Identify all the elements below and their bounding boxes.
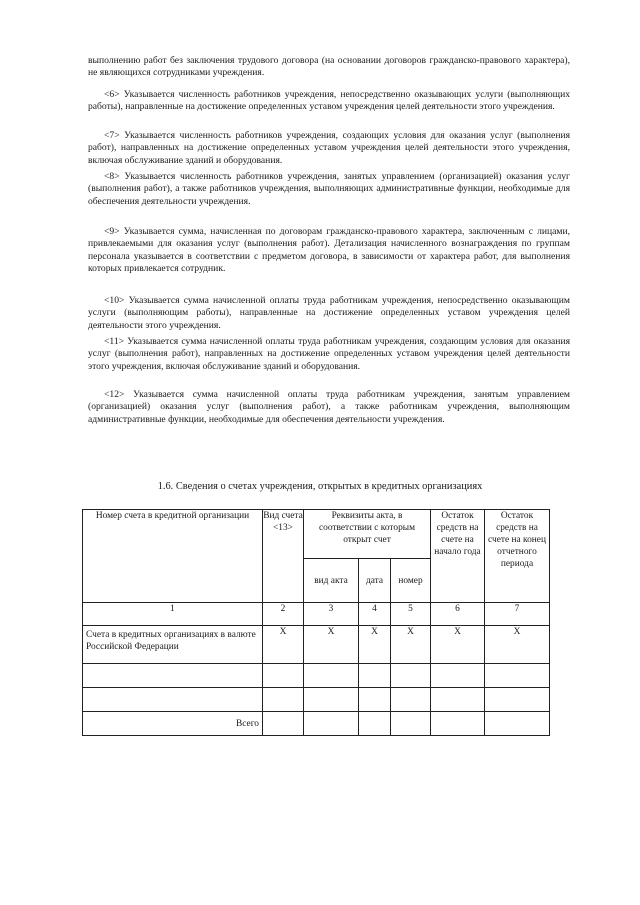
- table-cell: [431, 664, 485, 688]
- table-cell: [431, 712, 485, 736]
- table-cell: [391, 712, 431, 736]
- paragraph-continuation: выполнению работ без заключения трудового договора (на основании договоров гражданско-правового характера), не являющихся сотрудниками учреждения.: [88, 55, 570, 79]
- header-account-type: Вид счета <13>: [263, 510, 304, 603]
- table-cell: X: [359, 626, 391, 664]
- table-cell: [263, 664, 304, 688]
- accounts-table: [82, 509, 550, 736]
- table-cell: [263, 688, 304, 712]
- row-label-rub-accounts: Счета в кредитных организациях в валюте Российской Федерации: [83, 626, 263, 664]
- table-cell: X: [263, 626, 304, 664]
- header-act-details: Реквизиты акта, в соответствии с которым открыт счет: [304, 510, 431, 559]
- table-cell: X: [431, 626, 485, 664]
- header-act-date: дата: [359, 559, 391, 603]
- table-cell: [359, 664, 391, 688]
- column-number: 2: [263, 603, 304, 626]
- table-cell: X: [485, 626, 550, 664]
- table-cell: [304, 664, 359, 688]
- table-cell: [485, 688, 550, 712]
- header-account-number: Номер счета в кредитной организации: [83, 510, 263, 603]
- table-cell: [263, 712, 304, 736]
- section-title: 1.6. Сведения о счетах учреждения, открытых в кредитных организациях: [157, 481, 483, 492]
- table-cell: X: [391, 626, 431, 664]
- table-cell: [431, 688, 485, 712]
- table-row: [83, 626, 550, 664]
- table-cell: X: [304, 626, 359, 664]
- header-act-type: вид акта: [304, 559, 359, 603]
- column-number: 4: [359, 603, 391, 626]
- footnote-8: <8> Указывается численность работников учреждения, занятых управлением (организацией) оказания услуг (выполнения работ), а также работников учреждения, выполняющих административные функции, необходимые для обеспечения деятельности учреждения.: [88, 171, 570, 207]
- table-cell: [304, 712, 359, 736]
- table-cell: [485, 712, 550, 736]
- footnote-6: <6> Указывается численность работников учреждения, непосредственно оказывающих услуги (выполняющих работы), направленные на достижение определенных уставом учреждения целей деятельности этого учреждения.: [88, 89, 570, 113]
- column-number: 6: [431, 603, 485, 626]
- column-number-row: [83, 603, 550, 626]
- table-cell: [83, 688, 263, 712]
- table-cell: [359, 688, 391, 712]
- column-number: 5: [391, 603, 431, 626]
- table-row-total: [83, 712, 550, 736]
- table-cell: [304, 688, 359, 712]
- table-cell: [359, 712, 391, 736]
- table-header-row: [83, 510, 550, 559]
- table-cell: [391, 664, 431, 688]
- table-cell: [391, 688, 431, 712]
- footnote-7: <7> Указывается численность работников учреждения, создающих условия для оказания услуг (выполнения работ), направленных на достижение определенных уставом учреждения целей деятельности этого учреждения, включая обслуживание зданий и оборудования.: [88, 130, 570, 166]
- header-balance-end: Остаток средств на счете на конец отчетного периода: [485, 510, 550, 603]
- column-number: 3: [304, 603, 359, 626]
- column-number: 1: [83, 603, 263, 626]
- table-cell: [83, 664, 263, 688]
- table-row-empty: [83, 664, 550, 688]
- footnote-9: <9> Указывается сумма, начисленная по договорам гражданско-правового характера, заключенным с лицами, привлекаемыми для оказания услуг (выполнения работ). Детализация начисленного вознаграждения по группам персонала указывается в соответствии с предметом договора, в зависимости от характера работ, для выполнения которых привлекается сотрудник.: [88, 226, 570, 275]
- header-balance-start: Остаток средств на счете на начало года: [431, 510, 485, 603]
- table-row-empty: [83, 688, 550, 712]
- table-cell: [485, 664, 550, 688]
- footnote-10: <10> Указывается сумма начисленной оплаты труда работникам учреждения, непосредственно оказывающим услуги (выполняющим работы), направленные на достижение определенных уставом учреждения целей деятельности этого учреждения.: [88, 295, 570, 331]
- header-act-number: номер: [391, 559, 431, 603]
- total-label: Всего: [83, 712, 263, 736]
- footnote-12: <12> Указывается сумма начисленной оплаты труда работникам учреждения, занятым управлением (организацией) оказания услуг (выполнения работ), а также работникам учреждения, выполняющим административные функции, необходимые для обеспечения деятельности учреждения.: [88, 389, 570, 425]
- column-number: 7: [485, 603, 550, 626]
- footnote-11: <11> Указывается сумма начисленной оплаты труда работникам учреждения, создающим условия для оказания услуг (выполнения работ), направленных на достижение определенных уставом учреждения целей деятельности этого учреждения, включая обслуживание зданий и оборудования.: [88, 336, 570, 372]
